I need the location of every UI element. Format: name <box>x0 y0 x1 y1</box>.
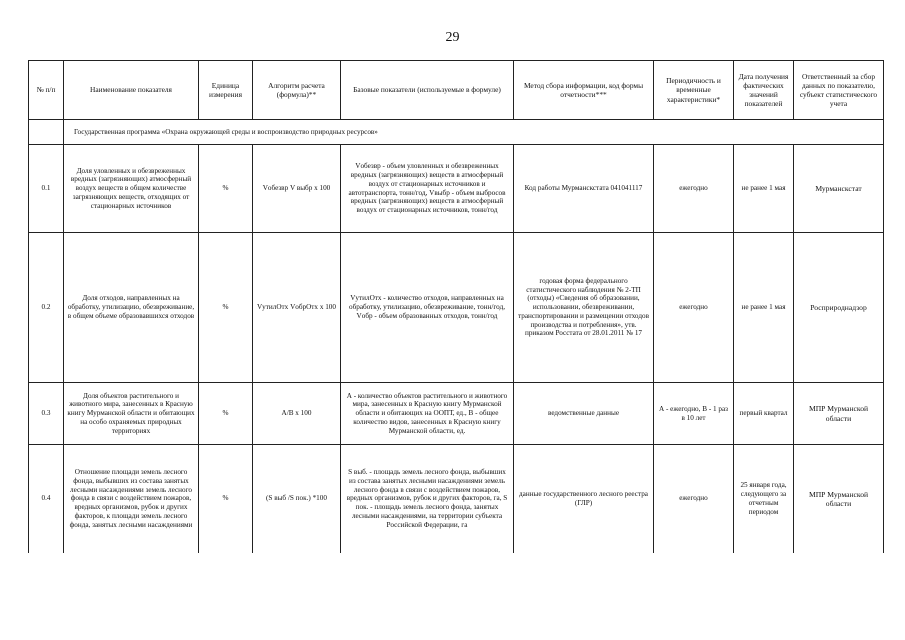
row-num: 0.2 <box>29 233 64 383</box>
row-unit: % <box>199 233 253 383</box>
row-base: VутилОтх - количество отходов, направленных на обработку, утилизацию, обезвреживание, тонн/год, Vобр - объем образованных отходов, тонн/год <box>341 233 514 383</box>
indicators-table <box>28 60 884 553</box>
header-method: Метод сбора информации, код формы отчетности*** <box>514 61 654 120</box>
row-responsible: Мурманскстат <box>794 145 884 233</box>
row-algorithm: Vобезвр V выбр x 100 <box>253 145 341 233</box>
row-periodicity: ежегодно <box>654 445 734 553</box>
row-method: ведомственные данные <box>514 383 654 445</box>
row-unit: % <box>199 145 253 233</box>
section-row <box>29 120 884 145</box>
row-name: Доля уловленных и обезвреженных вредных (загрязняющих) атмосферный воздух веществ в общем количестве загрязняющих веществ, отходящих от стационарных источников <box>64 145 199 233</box>
row-num: 0.3 <box>29 383 64 445</box>
table-row <box>29 445 884 553</box>
row-periodicity: ежегодно <box>654 233 734 383</box>
row-date: не ранее 1 мая <box>734 145 794 233</box>
row-unit: % <box>199 445 253 553</box>
row-name: Доля объектов растительного и животного мира, занесенных в Красную книгу Мурманской области и обитающих на особо охраняемых природных территориях <box>64 383 199 445</box>
row-num: 0.4 <box>29 445 64 553</box>
table-row <box>29 145 884 233</box>
row-algorithm: A/B x 100 <box>253 383 341 445</box>
row-responsible: Росприроднадзор <box>794 233 884 383</box>
row-periodicity: ежегодно <box>654 145 734 233</box>
row-date: первый квартал <box>734 383 794 445</box>
row-algorithm: (S выб /S пок.) *100 <box>253 445 341 553</box>
row-responsible: МПР Мурманской области <box>794 383 884 445</box>
header-periodicity: Периодичность и временные характеристики* <box>654 61 734 120</box>
header-algorithm: Алгоритм расчета (формула)** <box>253 61 341 120</box>
row-date: 25 января года, следующего за отчетным периодом <box>734 445 794 553</box>
row-base: S выб. - площадь земель лесного фонда, выбывших из состава занятых лесными насаждениями земель лесного фонда в связи с воздействием пожаров, вредных организмов, рубок и других факторов, га, S пок. - площадь земель лесного фонда, занятых лесными насаждениями, на территории субъекта Российской Федерации, га <box>341 445 514 553</box>
row-base: А - количество объектов растительного и животного мира, занесенных в Красную книгу Мурманской области и обитающих на ООПТ, ед., В - общее количество видов, занесенных в Красную книгу Мурманской области, ед. <box>341 383 514 445</box>
row-name: Доля отходов, направленных на обработку, утилизацию, обезвреживание, в общем объеме образовавшихся отходов <box>64 233 199 383</box>
header-base: Базовые показатели (используемые в формуле) <box>341 61 514 120</box>
table-row <box>29 233 884 383</box>
header-num: № п/п <box>29 61 64 120</box>
page-number: 29 <box>445 30 460 45</box>
row-algorithm: VутилОтх VобрОтх x 100 <box>253 233 341 383</box>
table-row <box>29 383 884 445</box>
header-row <box>29 61 884 120</box>
row-date: не ранее 1 мая <box>734 233 794 383</box>
header-name: Наименование показателя <box>64 61 199 120</box>
row-method: Код работы Мурманскстата 041041117 <box>514 145 654 233</box>
row-method: годовая форма федерального статистического наблюдения № 2-ТП (отходы) «Сведения об образовании, использовании, обезвреживании, транспортировании и размещении отходов производства и потребления», утв. приказом Росстата от 28.01.2011 № 17 <box>514 233 654 383</box>
row-unit: % <box>199 383 253 445</box>
header-date: Дата получения фактических значений показателей <box>734 61 794 120</box>
row-name: Отношение площади земель лесного фонда, выбывших из состава занятых лесными насаждениями земель лесного фонда в связи с воздействием пожаров, вредных организмов, рубок и других факторов, к площади земель лесного фонда, занятых лесными насаждениями <box>64 445 199 553</box>
row-base: Vобезвр - объем уловленных и обезвреженных вредных (загрязняющих) веществ в атмосферный воздух от стационарных источников и автотранспорта, тонн/год, Vвыбр - объем выбросов вредных (загрязняющих) веществ в атмосферный воздух от стационарных источников, тонн/год <box>341 145 514 233</box>
section-title: Государственная программа «Охрана окружающей среды и воспроизводство природных ресурсов» <box>64 120 884 145</box>
row-periodicity: А - ежегодно, В - 1 раз в 10 лет <box>654 383 734 445</box>
row-method: данные государственного лесного реестра (ГЛР) <box>514 445 654 553</box>
row-responsible: МПР Мурманской области <box>794 445 884 553</box>
header-unit: Единица измерения <box>199 61 253 120</box>
row-num: 0.1 <box>29 145 64 233</box>
header-responsible: Ответственный за сбор данных по показателю, субъект статистического учета <box>794 61 884 120</box>
